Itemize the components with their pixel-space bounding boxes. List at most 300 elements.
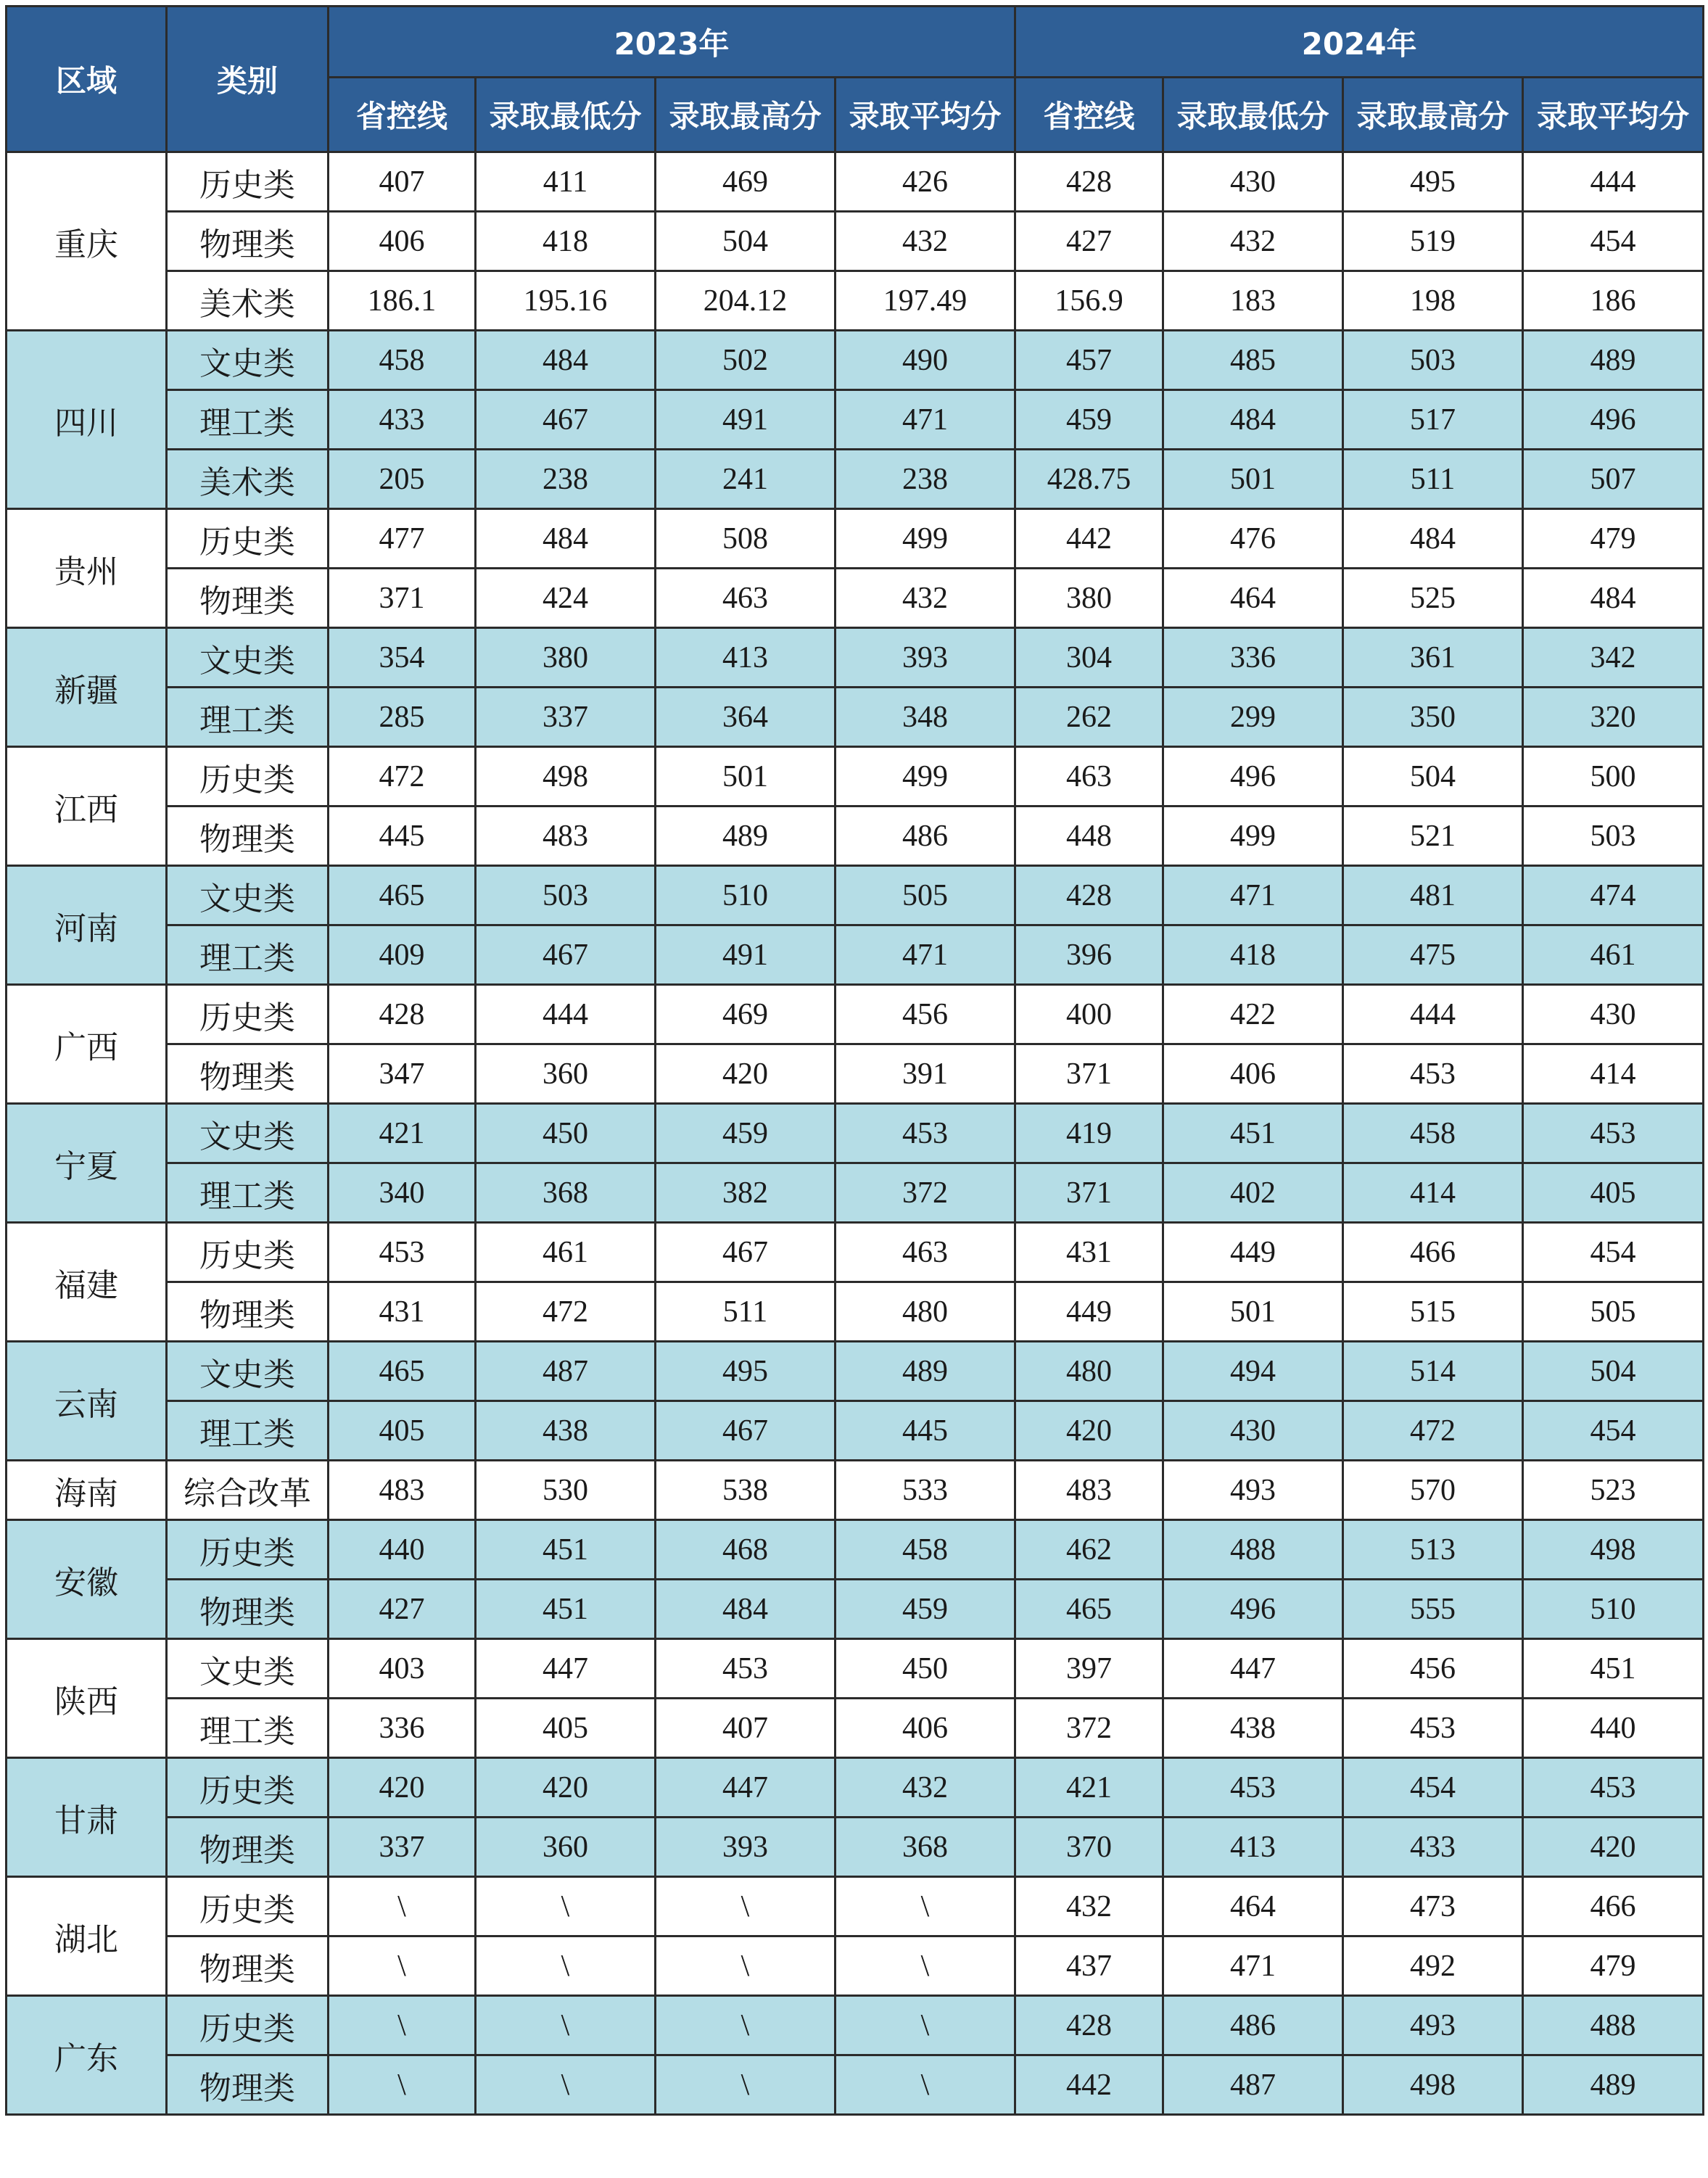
region-cell: 宁夏 bbox=[7, 1104, 167, 1223]
score-cell: \ bbox=[329, 1877, 476, 1936]
col-header-control-line-2023: 省控线 bbox=[329, 78, 476, 152]
score-cell: 361 bbox=[1343, 628, 1523, 688]
score-cell: 472 bbox=[329, 747, 476, 807]
col-header-max-score-2024: 录取最高分 bbox=[1343, 78, 1523, 152]
score-cell: 427 bbox=[329, 1580, 476, 1639]
table-row bbox=[7, 509, 1704, 569]
score-cell: \ bbox=[656, 1936, 836, 1996]
score-cell: 493 bbox=[1343, 1996, 1523, 2055]
score-cell: 437 bbox=[1015, 1936, 1163, 1996]
table-row bbox=[7, 1163, 1704, 1223]
score-cell: 471 bbox=[836, 390, 1015, 450]
score-cell: 498 bbox=[476, 747, 656, 807]
col-header-avg-score-2023: 录取平均分 bbox=[836, 78, 1015, 152]
score-cell: 432 bbox=[836, 212, 1015, 271]
score-cell: 428 bbox=[1015, 866, 1163, 925]
score-cell: 400 bbox=[1015, 985, 1163, 1044]
score-cell: 505 bbox=[836, 866, 1015, 925]
score-cell: 368 bbox=[476, 1163, 656, 1223]
score-cell: 495 bbox=[1343, 152, 1523, 212]
region-header: 区域 bbox=[7, 7, 167, 152]
score-cell: 448 bbox=[1015, 807, 1163, 866]
score-cell: 501 bbox=[1163, 450, 1343, 509]
score-cell: 480 bbox=[1015, 1342, 1163, 1401]
score-cell: 485 bbox=[1163, 331, 1343, 390]
category-cell: 历史类 bbox=[167, 1758, 329, 1818]
score-cell: 462 bbox=[1015, 1520, 1163, 1580]
score-cell: 477 bbox=[329, 509, 476, 569]
score-cell: 427 bbox=[1015, 212, 1163, 271]
score-cell: 156.9 bbox=[1015, 271, 1163, 331]
table-body bbox=[7, 152, 1704, 2115]
category-cell: 物理类 bbox=[167, 1936, 329, 1996]
score-cell: 530 bbox=[476, 1461, 656, 1520]
score-cell: 409 bbox=[329, 925, 476, 985]
category-header: 类别 bbox=[167, 7, 329, 152]
score-cell: 424 bbox=[476, 569, 656, 628]
table-row bbox=[7, 628, 1704, 688]
category-cell: 历史类 bbox=[167, 1223, 329, 1282]
score-cell: 432 bbox=[1163, 212, 1343, 271]
score-cell: 458 bbox=[836, 1520, 1015, 1580]
score-cell: 450 bbox=[476, 1104, 656, 1163]
score-cell: 465 bbox=[329, 1342, 476, 1401]
score-cell: \ bbox=[476, 1936, 656, 1996]
score-cell: 418 bbox=[476, 212, 656, 271]
score-cell: 413 bbox=[656, 628, 836, 688]
score-cell: 433 bbox=[329, 390, 476, 450]
score-cell: 503 bbox=[1343, 331, 1523, 390]
category-cell: 文史类 bbox=[167, 331, 329, 390]
score-cell: 496 bbox=[1523, 390, 1704, 450]
score-cell: 486 bbox=[836, 807, 1015, 866]
score-cell: 445 bbox=[329, 807, 476, 866]
score-cell: 428 bbox=[1015, 152, 1163, 212]
score-cell: 514 bbox=[1343, 1342, 1523, 1401]
score-cell: 469 bbox=[656, 152, 836, 212]
score-cell: 450 bbox=[836, 1639, 1015, 1699]
score-cell: 498 bbox=[1343, 2055, 1523, 2115]
score-cell: 380 bbox=[476, 628, 656, 688]
category-cell: 文史类 bbox=[167, 1342, 329, 1401]
score-cell: 391 bbox=[836, 1044, 1015, 1104]
score-cell: 480 bbox=[836, 1282, 1015, 1342]
score-cell: 451 bbox=[476, 1520, 656, 1580]
score-cell: 463 bbox=[836, 1223, 1015, 1282]
score-cell: 465 bbox=[1015, 1580, 1163, 1639]
table-header bbox=[7, 7, 1704, 152]
score-cell: 447 bbox=[656, 1758, 836, 1818]
score-cell: 444 bbox=[1343, 985, 1523, 1044]
score-cell: 456 bbox=[1343, 1639, 1523, 1699]
score-cell: 186.1 bbox=[329, 271, 476, 331]
score-cell: 499 bbox=[1163, 807, 1343, 866]
category-cell: 文史类 bbox=[167, 866, 329, 925]
score-cell: 484 bbox=[1163, 390, 1343, 450]
score-cell: 483 bbox=[1015, 1461, 1163, 1520]
score-cell: 467 bbox=[476, 925, 656, 985]
score-cell: 519 bbox=[1343, 212, 1523, 271]
category-cell: 理工类 bbox=[167, 1699, 329, 1758]
score-cell: 498 bbox=[1523, 1520, 1704, 1580]
score-cell: 489 bbox=[1523, 2055, 1704, 2115]
category-cell: 理工类 bbox=[167, 688, 329, 747]
table-row bbox=[7, 925, 1704, 985]
category-cell: 物理类 bbox=[167, 1580, 329, 1639]
category-cell: 理工类 bbox=[167, 1163, 329, 1223]
score-cell: 372 bbox=[836, 1163, 1015, 1223]
score-cell: 459 bbox=[656, 1104, 836, 1163]
category-cell: 文史类 bbox=[167, 628, 329, 688]
score-cell: 538 bbox=[656, 1461, 836, 1520]
score-cell: 444 bbox=[1523, 152, 1704, 212]
score-cell: 393 bbox=[656, 1818, 836, 1877]
score-cell: 492 bbox=[1343, 1936, 1523, 1996]
col-header-min-score-2023: 录取最低分 bbox=[476, 78, 656, 152]
score-cell: 486 bbox=[1163, 1996, 1343, 2055]
score-cell: 405 bbox=[1523, 1163, 1704, 1223]
score-cell: 504 bbox=[656, 212, 836, 271]
score-cell: 407 bbox=[656, 1699, 836, 1758]
score-cell: 336 bbox=[1163, 628, 1343, 688]
score-cell: 484 bbox=[476, 509, 656, 569]
score-cell: 469 bbox=[656, 985, 836, 1044]
score-cell: 555 bbox=[1343, 1580, 1523, 1639]
score-cell: 511 bbox=[656, 1282, 836, 1342]
category-cell: 理工类 bbox=[167, 390, 329, 450]
category-cell: 理工类 bbox=[167, 925, 329, 985]
score-cell: 372 bbox=[1015, 1699, 1163, 1758]
score-cell: 465 bbox=[329, 866, 476, 925]
score-cell: \ bbox=[836, 1877, 1015, 1936]
score-cell: 449 bbox=[1163, 1223, 1343, 1282]
category-cell: 历史类 bbox=[167, 152, 329, 212]
score-cell: 503 bbox=[1523, 807, 1704, 866]
score-cell: 238 bbox=[476, 450, 656, 509]
score-cell: 489 bbox=[836, 1342, 1015, 1401]
score-cell: 464 bbox=[1163, 1877, 1343, 1936]
category-cell: 物理类 bbox=[167, 569, 329, 628]
score-cell: 382 bbox=[656, 1163, 836, 1223]
score-cell: 407 bbox=[329, 152, 476, 212]
score-cell: 454 bbox=[1523, 1223, 1704, 1282]
score-cell: 489 bbox=[656, 807, 836, 866]
region-cell: 陕西 bbox=[7, 1639, 167, 1758]
score-cell: 501 bbox=[1163, 1282, 1343, 1342]
score-cell: 453 bbox=[836, 1104, 1015, 1163]
score-cell: 472 bbox=[476, 1282, 656, 1342]
score-cell: \ bbox=[836, 1936, 1015, 1996]
region-cell: 甘肃 bbox=[7, 1758, 167, 1877]
score-cell: 458 bbox=[1343, 1104, 1523, 1163]
score-cell: 525 bbox=[1343, 569, 1523, 628]
table-row bbox=[7, 2055, 1704, 2115]
score-cell: 499 bbox=[836, 747, 1015, 807]
score-cell: 461 bbox=[476, 1223, 656, 1282]
score-cell: 451 bbox=[1523, 1639, 1704, 1699]
score-cell: 479 bbox=[1523, 509, 1704, 569]
score-cell: 186 bbox=[1523, 271, 1704, 331]
score-cell: 493 bbox=[1163, 1461, 1343, 1520]
table-row bbox=[7, 331, 1704, 390]
score-cell: 371 bbox=[1015, 1163, 1163, 1223]
score-cell: 453 bbox=[1163, 1758, 1343, 1818]
score-cell: 484 bbox=[656, 1580, 836, 1639]
score-cell: 360 bbox=[476, 1818, 656, 1877]
score-cell: 421 bbox=[1015, 1758, 1163, 1818]
category-cell: 物理类 bbox=[167, 1282, 329, 1342]
category-cell: 文史类 bbox=[167, 1639, 329, 1699]
score-cell: 466 bbox=[1343, 1223, 1523, 1282]
year-2024-header: 2024年 bbox=[1015, 7, 1704, 78]
score-cell: \ bbox=[476, 2055, 656, 2115]
category-cell: 物理类 bbox=[167, 212, 329, 271]
score-cell: 440 bbox=[1523, 1699, 1704, 1758]
region-cell: 贵州 bbox=[7, 509, 167, 628]
score-cell: 433 bbox=[1343, 1818, 1523, 1877]
score-cell: \ bbox=[476, 1996, 656, 2055]
score-cell: 205 bbox=[329, 450, 476, 509]
score-cell: 432 bbox=[1015, 1877, 1163, 1936]
admission-score-table bbox=[5, 5, 1704, 2116]
score-cell: 405 bbox=[329, 1401, 476, 1461]
score-cell: 447 bbox=[476, 1639, 656, 1699]
score-cell: 507 bbox=[1523, 450, 1704, 509]
score-cell: 354 bbox=[329, 628, 476, 688]
score-cell: 405 bbox=[476, 1699, 656, 1758]
score-cell: 371 bbox=[1015, 1044, 1163, 1104]
score-cell: 340 bbox=[329, 1163, 476, 1223]
score-cell: 491 bbox=[656, 390, 836, 450]
score-cell: 442 bbox=[1015, 509, 1163, 569]
category-cell: 历史类 bbox=[167, 509, 329, 569]
table-row bbox=[7, 271, 1704, 331]
score-cell: 380 bbox=[1015, 569, 1163, 628]
score-cell: 456 bbox=[836, 985, 1015, 1044]
score-cell: 511 bbox=[1343, 450, 1523, 509]
score-cell: 501 bbox=[656, 747, 836, 807]
score-cell: 454 bbox=[1523, 212, 1704, 271]
score-cell: 204.12 bbox=[656, 271, 836, 331]
score-cell: 533 bbox=[836, 1461, 1015, 1520]
score-cell: \ bbox=[656, 2055, 836, 2115]
table-row bbox=[7, 1044, 1704, 1104]
region-cell: 江西 bbox=[7, 747, 167, 866]
score-cell: 371 bbox=[329, 569, 476, 628]
score-cell: 241 bbox=[656, 450, 836, 509]
score-cell: 453 bbox=[1523, 1758, 1704, 1818]
table-row bbox=[7, 1639, 1704, 1699]
score-cell: 459 bbox=[836, 1580, 1015, 1639]
score-cell: 402 bbox=[1163, 1163, 1343, 1223]
table-row bbox=[7, 1936, 1704, 1996]
score-cell: 490 bbox=[836, 331, 1015, 390]
score-cell: 421 bbox=[329, 1104, 476, 1163]
score-cell: 449 bbox=[1015, 1282, 1163, 1342]
score-cell: 262 bbox=[1015, 688, 1163, 747]
score-cell: 488 bbox=[1163, 1520, 1343, 1580]
table-row bbox=[7, 450, 1704, 509]
score-cell: 445 bbox=[836, 1401, 1015, 1461]
score-cell: 347 bbox=[329, 1044, 476, 1104]
score-cell: 451 bbox=[1163, 1104, 1343, 1163]
table-row bbox=[7, 212, 1704, 271]
score-cell: 432 bbox=[836, 569, 1015, 628]
score-cell: 510 bbox=[656, 866, 836, 925]
table-row bbox=[7, 1758, 1704, 1818]
score-cell: 406 bbox=[1163, 1044, 1343, 1104]
score-cell: 420 bbox=[1015, 1401, 1163, 1461]
score-cell: 504 bbox=[1343, 747, 1523, 807]
category-cell: 物理类 bbox=[167, 1818, 329, 1877]
table-row bbox=[7, 688, 1704, 747]
score-cell: 342 bbox=[1523, 628, 1704, 688]
score-cell: 431 bbox=[1015, 1223, 1163, 1282]
score-cell: 442 bbox=[1015, 2055, 1163, 2115]
score-cell: 447 bbox=[1163, 1639, 1343, 1699]
score-cell: 419 bbox=[1015, 1104, 1163, 1163]
score-cell: 523 bbox=[1523, 1461, 1704, 1520]
score-cell: 420 bbox=[329, 1758, 476, 1818]
score-cell: 453 bbox=[656, 1639, 836, 1699]
table-row bbox=[7, 569, 1704, 628]
score-cell: 521 bbox=[1343, 807, 1523, 866]
score-cell: 476 bbox=[1163, 509, 1343, 569]
score-cell: 475 bbox=[1343, 925, 1523, 985]
table-row bbox=[7, 1401, 1704, 1461]
table-row bbox=[7, 747, 1704, 807]
score-cell: 430 bbox=[1523, 985, 1704, 1044]
score-cell: 473 bbox=[1343, 1877, 1523, 1936]
score-cell: 451 bbox=[476, 1580, 656, 1639]
table-row bbox=[7, 1282, 1704, 1342]
table-row bbox=[7, 1520, 1704, 1580]
score-cell: 414 bbox=[1343, 1163, 1523, 1223]
table-row bbox=[7, 1996, 1704, 2055]
score-cell: \ bbox=[656, 1877, 836, 1936]
score-cell: 418 bbox=[1163, 925, 1343, 985]
region-cell: 重庆 bbox=[7, 152, 167, 331]
category-cell: 历史类 bbox=[167, 1996, 329, 2055]
score-cell: 420 bbox=[656, 1044, 836, 1104]
score-cell: 198 bbox=[1343, 271, 1523, 331]
score-cell: 505 bbox=[1523, 1282, 1704, 1342]
table-row bbox=[7, 807, 1704, 866]
score-cell: 403 bbox=[329, 1639, 476, 1699]
score-cell: \ bbox=[836, 1996, 1015, 2055]
score-cell: 483 bbox=[329, 1461, 476, 1520]
score-cell: 350 bbox=[1343, 688, 1523, 747]
score-cell: 484 bbox=[1343, 509, 1523, 569]
score-cell: 406 bbox=[836, 1699, 1015, 1758]
score-cell: 414 bbox=[1523, 1044, 1704, 1104]
col-header-max-score-2023: 录取最高分 bbox=[656, 78, 836, 152]
region-cell: 安徽 bbox=[7, 1520, 167, 1639]
score-cell: 570 bbox=[1343, 1461, 1523, 1520]
score-cell: 472 bbox=[1343, 1401, 1523, 1461]
score-cell: 471 bbox=[836, 925, 1015, 985]
category-cell: 历史类 bbox=[167, 1520, 329, 1580]
score-cell: 238 bbox=[836, 450, 1015, 509]
table-row bbox=[7, 1580, 1704, 1639]
region-cell: 广东 bbox=[7, 1996, 167, 2115]
score-cell: 370 bbox=[1015, 1818, 1163, 1877]
score-cell: 496 bbox=[1163, 1580, 1343, 1639]
score-cell: 466 bbox=[1523, 1877, 1704, 1936]
score-cell: 479 bbox=[1523, 1936, 1704, 1996]
score-cell: 488 bbox=[1523, 1996, 1704, 2055]
score-cell: 411 bbox=[476, 152, 656, 212]
score-cell: 453 bbox=[329, 1223, 476, 1282]
score-cell: 420 bbox=[476, 1758, 656, 1818]
col-header-min-score-2024: 录取最低分 bbox=[1163, 78, 1343, 152]
score-cell: 515 bbox=[1343, 1282, 1523, 1342]
score-cell: 413 bbox=[1163, 1818, 1343, 1877]
score-cell: \ bbox=[329, 1996, 476, 2055]
region-cell: 湖北 bbox=[7, 1877, 167, 1996]
score-cell: 487 bbox=[476, 1342, 656, 1401]
score-cell: 468 bbox=[656, 1520, 836, 1580]
table-row bbox=[7, 866, 1704, 925]
score-cell: 471 bbox=[1163, 1936, 1343, 1996]
table-row bbox=[7, 1877, 1704, 1936]
score-cell: 484 bbox=[476, 331, 656, 390]
score-cell: 337 bbox=[476, 688, 656, 747]
category-cell: 物理类 bbox=[167, 1044, 329, 1104]
score-cell: 471 bbox=[1163, 866, 1343, 925]
score-cell: 364 bbox=[656, 688, 836, 747]
category-cell: 美术类 bbox=[167, 271, 329, 331]
score-cell: \ bbox=[329, 1936, 476, 1996]
score-cell: 440 bbox=[329, 1520, 476, 1580]
score-cell: 397 bbox=[1015, 1639, 1163, 1699]
score-cell: 474 bbox=[1523, 866, 1704, 925]
score-cell: 463 bbox=[656, 569, 836, 628]
score-cell: 467 bbox=[476, 390, 656, 450]
score-cell: 484 bbox=[1523, 569, 1704, 628]
score-cell: 304 bbox=[1015, 628, 1163, 688]
category-cell: 物理类 bbox=[167, 807, 329, 866]
table-row bbox=[7, 1342, 1704, 1401]
region-cell: 云南 bbox=[7, 1342, 167, 1461]
score-cell: 453 bbox=[1523, 1104, 1704, 1163]
score-cell: 320 bbox=[1523, 688, 1704, 747]
table-row bbox=[7, 1223, 1704, 1282]
score-cell: 517 bbox=[1343, 390, 1523, 450]
score-cell: 360 bbox=[476, 1044, 656, 1104]
score-cell: 453 bbox=[1343, 1044, 1523, 1104]
category-cell: 历史类 bbox=[167, 1877, 329, 1936]
score-cell: 503 bbox=[476, 866, 656, 925]
score-cell: 396 bbox=[1015, 925, 1163, 985]
score-cell: 420 bbox=[1523, 1818, 1704, 1877]
score-cell: 457 bbox=[1015, 331, 1163, 390]
score-cell: 195.16 bbox=[476, 271, 656, 331]
score-cell: \ bbox=[476, 1877, 656, 1936]
score-cell: 430 bbox=[1163, 152, 1343, 212]
category-cell: 历史类 bbox=[167, 985, 329, 1044]
region-cell: 河南 bbox=[7, 866, 167, 985]
category-cell: 文史类 bbox=[167, 1104, 329, 1163]
score-cell: 463 bbox=[1015, 747, 1163, 807]
category-cell: 历史类 bbox=[167, 747, 329, 807]
score-cell: 432 bbox=[836, 1758, 1015, 1818]
score-cell: 393 bbox=[836, 628, 1015, 688]
score-cell: 406 bbox=[329, 212, 476, 271]
score-cell: 285 bbox=[329, 688, 476, 747]
table-row bbox=[7, 1699, 1704, 1758]
score-cell: \ bbox=[329, 2055, 476, 2115]
